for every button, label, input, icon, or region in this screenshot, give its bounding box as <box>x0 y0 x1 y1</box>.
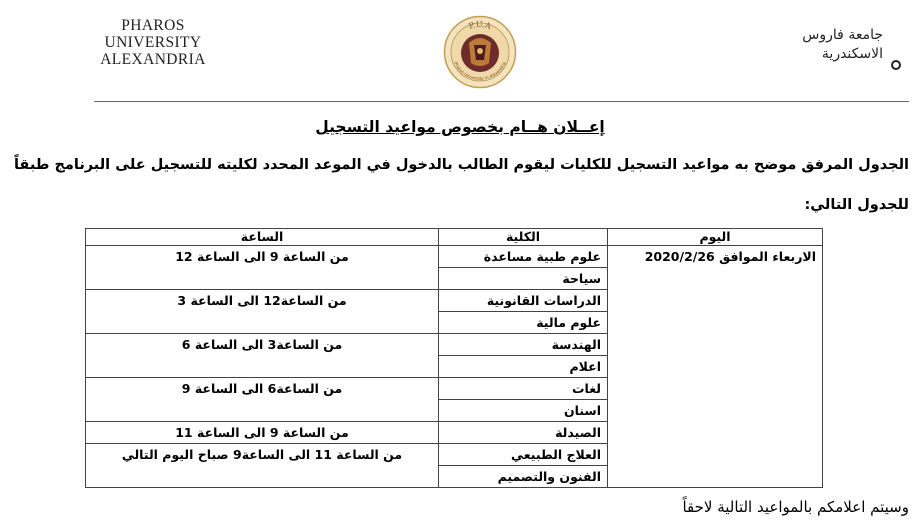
footer-note: وسيتم اعلامكم بالمواعيد التالية لاحقاً <box>682 498 909 516</box>
university-name-line-2: UNIVERSITY <box>104 34 202 51</box>
university-name-arabic-line-2: الاسكندرية <box>821 46 883 62</box>
faculty-cell: الصيدلة <box>439 422 608 444</box>
university-name-arabic-line-1: جامعة فاروس <box>802 27 883 43</box>
announcement-title: إعــلان هــام بخصوص مواعيد التسجيل <box>315 118 605 136</box>
header-day: اليوم <box>608 229 823 246</box>
university-name-english <box>82 17 224 68</box>
circle-bullet-icon <box>891 60 901 70</box>
university-name-line-3: ALEXANDRIA <box>100 51 206 68</box>
logo-bottom-text: Pharos University in Alexandria <box>453 61 507 82</box>
day-cell: الاربعاء الموافق 2020/2/26 <box>608 246 823 488</box>
header-divider <box>94 101 909 102</box>
faculty-cell: العلاج الطبيعي <box>439 444 608 466</box>
faculty-cell: علوم طبية مساعدة <box>439 246 608 268</box>
faculty-cell: علوم مالية <box>439 312 608 334</box>
time-cell: من الساعة 9 الى الساعة 11 <box>86 422 439 444</box>
registration-schedule-table <box>85 228 823 488</box>
faculty-cell: الفنون والتصميم <box>439 466 608 488</box>
time-cell: من الساعة12 الى الساعة 3 <box>86 290 439 334</box>
header-faculty: الكلية <box>439 229 608 246</box>
faculty-cell: اسنان <box>439 400 608 422</box>
time-cell: من الساعة3 الى الساعة 6 <box>86 334 439 378</box>
university-name-arabic <box>802 26 883 64</box>
time-cell: من الساعة6 الى الساعة 9 <box>86 378 439 422</box>
logo-top-text: P.U.A <box>467 19 493 31</box>
table-row <box>86 246 823 268</box>
faculty-cell: الهندسة <box>439 334 608 356</box>
intro-line-1: الجدول المرفق موضح به مواعيد التسجيل للكليات ليقوم الطالب بالدخول في الموعد المحدد لكليته للتسجيل على البرنامج طبقاً <box>13 157 909 173</box>
table-header-row <box>86 229 823 246</box>
faculty-cell: اعلام <box>439 356 608 378</box>
faculty-cell: الدراسات القانونية <box>439 290 608 312</box>
faculty-cell: سياحة <box>439 268 608 290</box>
header-time: الساعة <box>86 229 439 246</box>
intro-line-2: للجدول التالي: <box>804 197 909 213</box>
time-cell: من الساعة 11 الى الساعة9 صباح اليوم التالي <box>86 444 439 488</box>
university-name-line-1: PHAROS <box>121 17 185 34</box>
university-seal-logo <box>443 15 517 89</box>
time-cell: من الساعة 9 الى الساعة 12 <box>86 246 439 290</box>
faculty-cell: لغات <box>439 378 608 400</box>
